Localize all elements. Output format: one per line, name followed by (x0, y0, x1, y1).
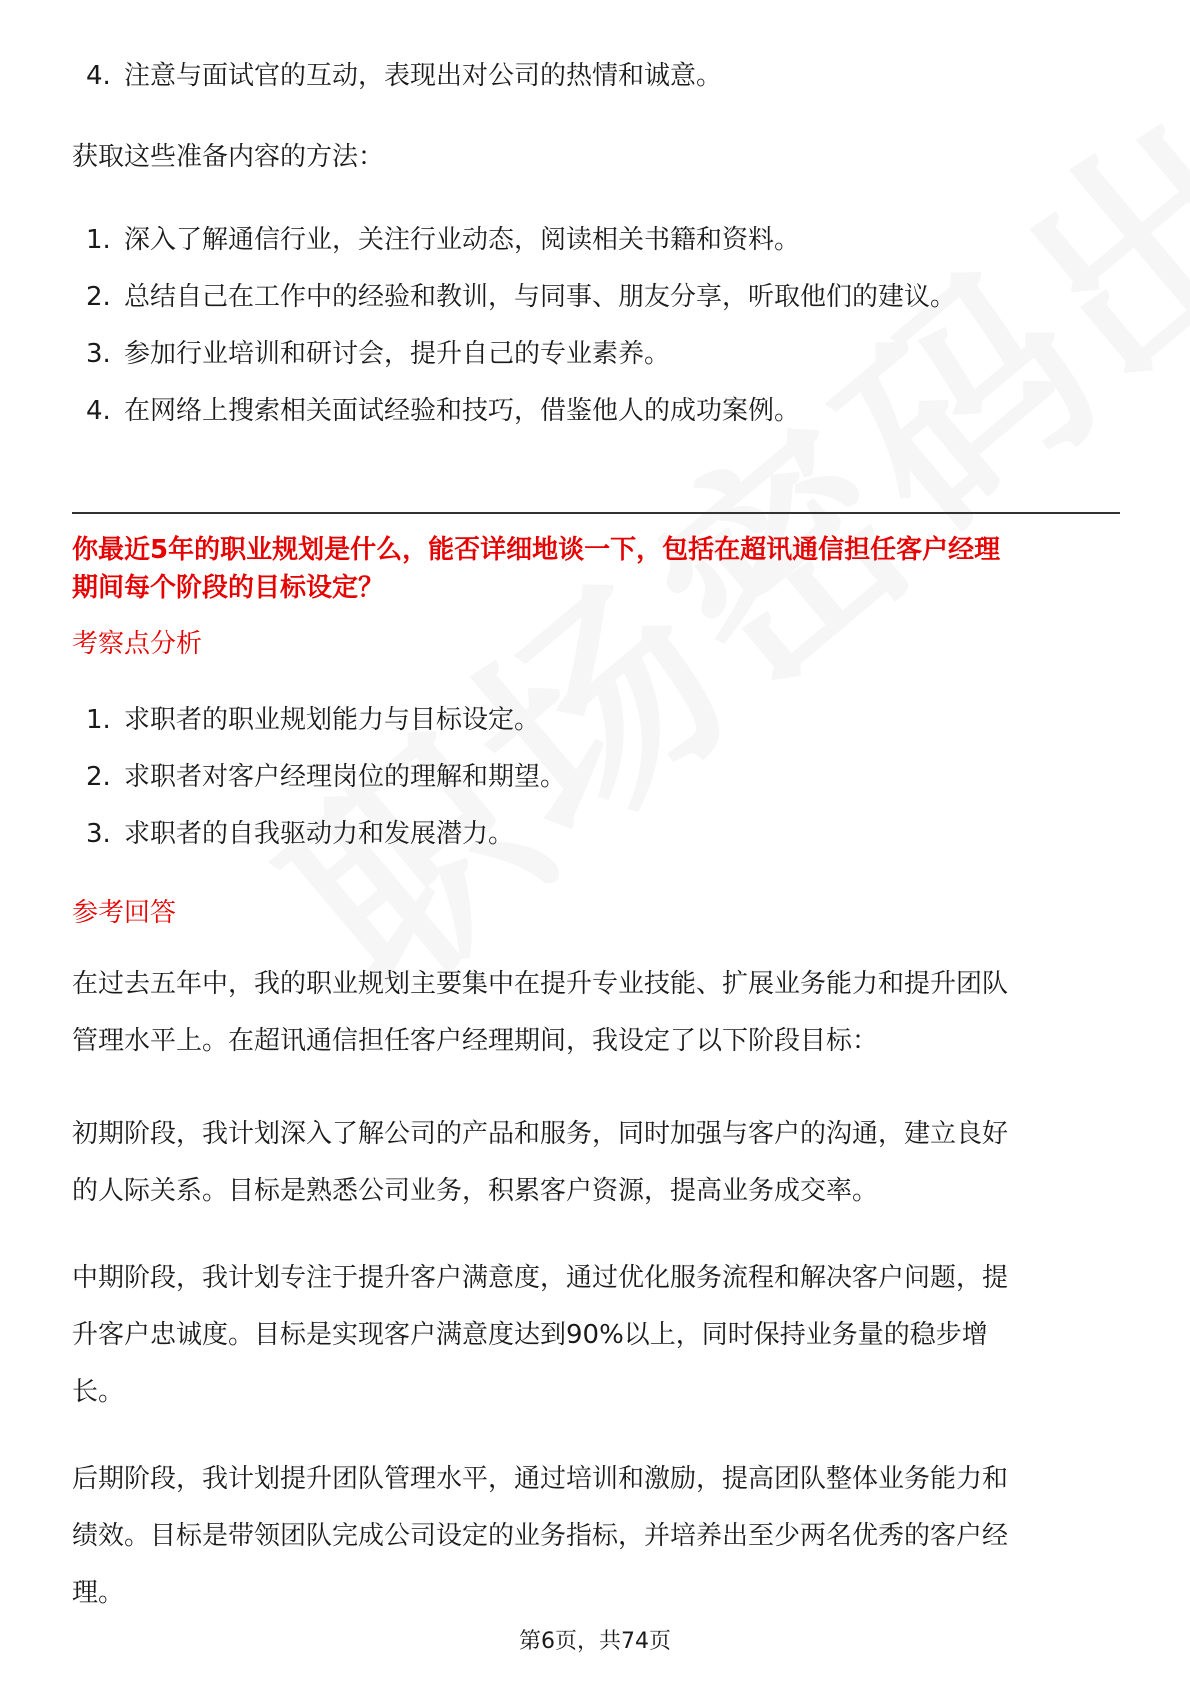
top-list (72, 58, 722, 115)
list-number: 2. (86, 282, 111, 312)
list-text: 深入了解通信行业，关注行业动态，阅读相关书籍和资料。 (124, 225, 801, 255)
list-number: 1. (86, 705, 111, 735)
paragraph-line: 后期阶段，我计划提升团队管理水平，通过培训和激励，提高团队整体业务能力和 (72, 1464, 1009, 1494)
list-text: 求职者的职业规划能力与目标设定。 (124, 705, 541, 735)
analysis-list (72, 702, 566, 873)
list-item (72, 816, 566, 852)
methods-heading: 获取这些准备内容的方法： (72, 142, 385, 172)
answer-paragraph (72, 1250, 1120, 1421)
paragraph-line: 升客户忠诚度。目标是实现客户满意度达到90%以上，同时保持业务量的稳步增 (72, 1320, 988, 1350)
paragraph-line: 在过去五年中，我的职业规划主要集中在提升专业技能、扩展业务能力和提升团队 (72, 969, 1009, 999)
list-number: 3. (86, 819, 111, 849)
paragraph-line: 中期阶段，我计划专注于提升客户满意度，通过优化服务流程和解决客户问题，提 (72, 1263, 1009, 1293)
answer-title: 参考回答 (72, 898, 177, 928)
list-number: 1. (86, 225, 111, 255)
methods-list (72, 222, 956, 450)
list-text: 参加行业培训和研讨会，提升自己的专业素养。 (124, 339, 671, 369)
list-number: 3. (86, 339, 111, 369)
list-item (72, 393, 956, 429)
analysis-title: 考察点分析 (72, 629, 203, 659)
paragraph-line: 理。 (72, 1578, 125, 1608)
answer-paragraph (72, 1451, 1120, 1622)
list-item (72, 336, 956, 372)
list-text: 在网络上搜索相关面试经验和技巧，借鉴他人的成功案例。 (124, 396, 801, 426)
list-text: 求职者对客户经理岗位的理解和期望。 (124, 762, 567, 792)
list-item (72, 58, 722, 94)
paragraph-line: 绩效。目标是带领团队完成公司设定的业务指标，并培养出至少两名优秀的客户经 (72, 1521, 1009, 1551)
list-number: 2. (86, 762, 111, 792)
paragraph-line: 管理水平上。在超讯通信担任客户经理期间，我设定了以下阶段目标： (72, 1026, 879, 1056)
section-divider (72, 512, 1120, 514)
question-line-2: 期间每个阶段的目标设定？ (72, 573, 385, 603)
list-text: 求职者的自我驱动力和发展潜力。 (124, 819, 515, 849)
question-block (72, 531, 1120, 607)
list-number: 4. (86, 61, 111, 91)
paragraph-line: 长。 (72, 1377, 125, 1407)
paragraph-line: 的人际关系。目标是熟悉公司业务，积累客户资源，提高业务成交率。 (72, 1176, 879, 1206)
question-line-1: 你最近5年的职业规划是什么，能否详细地谈一下，包括在超讯通信担任客户经理 (72, 535, 1001, 565)
list-text: 注意与面试官的互动，表现出对公司的热情和诚意。 (124, 61, 723, 91)
list-item (72, 759, 566, 795)
paragraph-line: 初期阶段，我计划深入了解公司的产品和服务，同时加强与客户的沟通，建立良好 (72, 1119, 1009, 1149)
list-text: 总结自己在工作中的经验和教训，与同事、朋友分享，听取他们的建议。 (124, 282, 957, 312)
list-item (72, 702, 566, 738)
answer-paragraph (72, 1106, 1120, 1220)
answer-paragraph (72, 956, 1120, 1070)
list-item (72, 279, 956, 315)
page-footer: 第6页，共74页 (519, 1629, 671, 1654)
list-number: 4. (86, 396, 111, 426)
list-item (72, 222, 956, 258)
